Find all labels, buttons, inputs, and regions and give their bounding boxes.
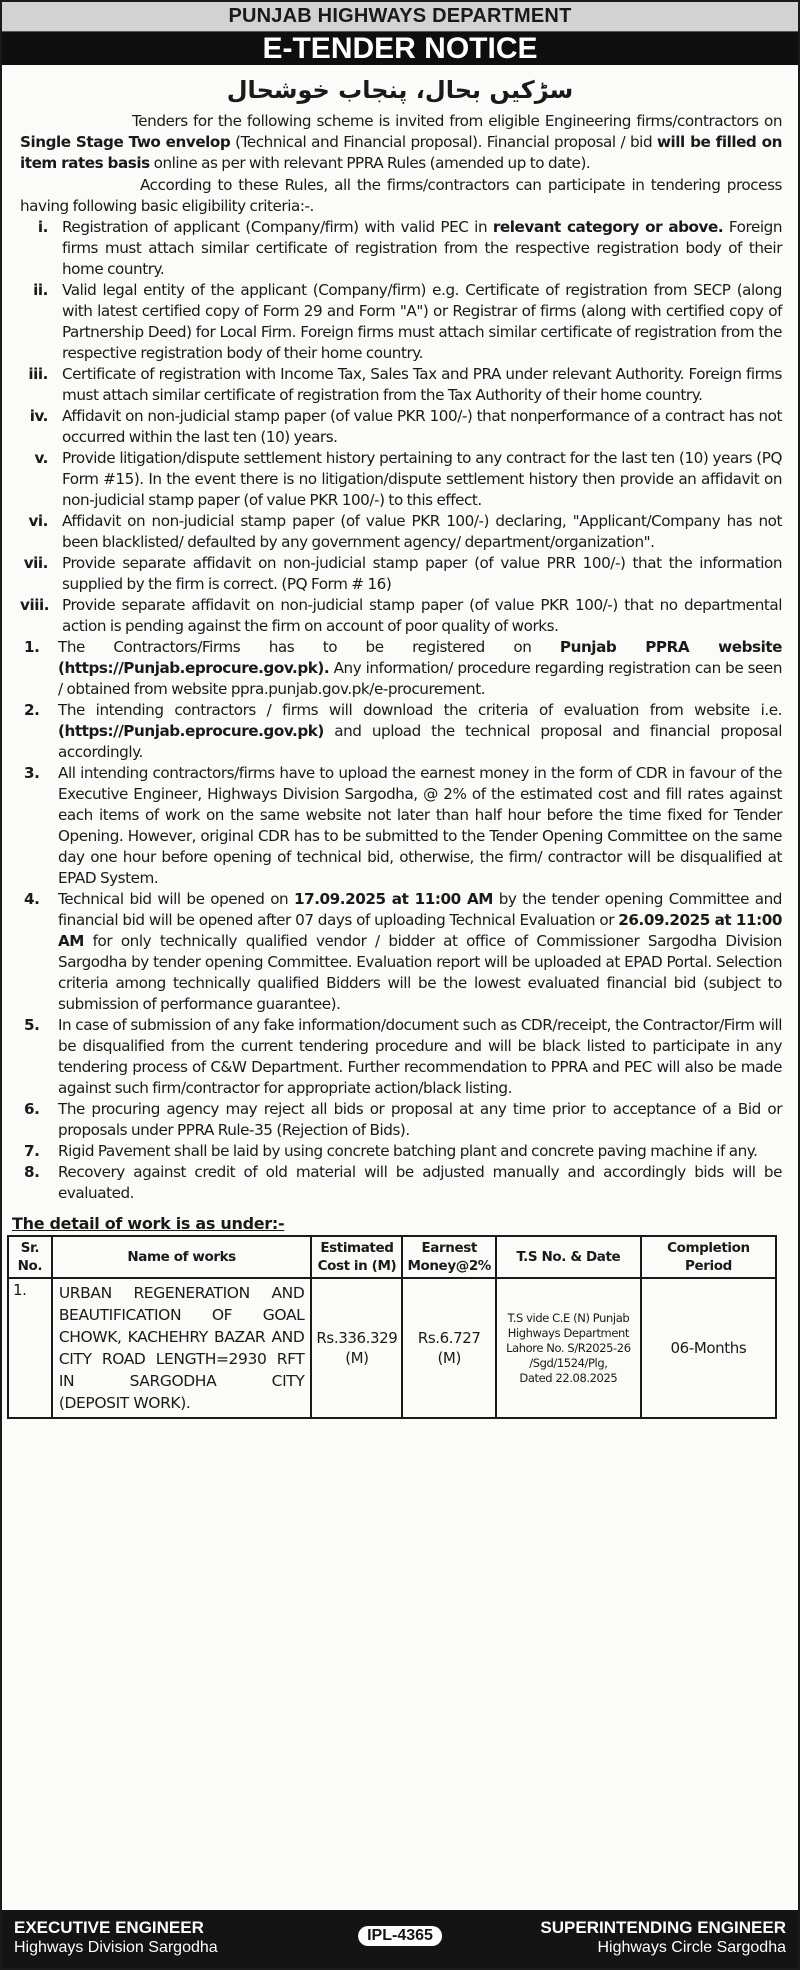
table-row xyxy=(8,1278,776,1418)
cell-sr: 1. xyxy=(8,1278,52,1418)
col-estimated-cost: Estimated Cost in (M) xyxy=(311,1236,402,1278)
intro-paragraph: Tenders for the following scheme is invited from eligible Engineering firms/contractors on Single Stage Two envelop (Technical and Financial proposal). Financial proposal / bid will be filled on item rates basis online as per with relevant PPRA Rules (amended up to date). xyxy=(20,112,782,172)
condition-item: 8. Recovery against credit of old material will be adjusted manually and accordingly bids will be evaluated. xyxy=(24,1163,782,1202)
criteria-item: vi. Affidavit on non-judicial stamp paper (of value PKR 100/-) declaring, "Applicant/Company has not been blacklisted/ defaulted by any government agency/ department/organization". xyxy=(28,512,782,551)
urdu-slogan: سڑکیں بحال، پنجاب خوشحال xyxy=(226,76,574,104)
condition-item: 5. In case of submission of any fake information/document such as CDR/receipt, the Contractor/Firm will be disqualified from the current tendering procedure and will be black listed to participate in any tendering process of C&W Department. Further recommendation to PPRA and PEC will also be made against such firm/contractor for appropriate action/black listing. xyxy=(24,1016,782,1097)
criteria-item: v. Provide litigation/dispute settlement history pertaining to any contract for the last ten (10) years (PQ Form #15). In the event there is no litigation/dispute settlement history then provide an affidavit on non-judicial stamp paper (of value PKR 100/-) to this effect. xyxy=(34,449,782,509)
col-name-of-works: Name of works xyxy=(52,1236,312,1278)
col-completion-period: Completion Period xyxy=(641,1236,776,1278)
works-heading: The detail of work is as under:- xyxy=(12,1214,285,1233)
col-sr-no: Sr. No. xyxy=(8,1236,52,1278)
criteria-item: iv. Affidavit on non-judicial stamp paper (of value PKR 100/-) that nonperformance of a contract has not occurred within the last ten (10) years. xyxy=(29,407,782,446)
ipl-number-badge: IPL-4365 xyxy=(358,1926,442,1946)
financial-bid-date: 26.09.2025 at 11:00 AM xyxy=(58,911,782,950)
cell-earnest-money: Rs.6.727 (M) xyxy=(402,1278,496,1418)
condition-item: 6. The procuring agency may reject all bids or proposal at any time prior to acceptance of a Bid or proposals under PPRA Rule-35 (Rejection of Bids). xyxy=(24,1100,782,1139)
criteria-item: iii. Certificate of registration with Income Tax, Sales Tax and PRA under relevant Authority. Foreign firms must attach similar certificate of registration from the Tax Authority of their home country. xyxy=(28,365,782,404)
ppra-website-link[interactable]: Punjab PPRA website (https://Punjab.eprocure.gov.pk). xyxy=(58,638,782,677)
condition-item: 1. The Contractors/Firms has to be registered on Punjab PPRA website (https://Punjab.eprocure.gov.pk). Any information/ procedure regarding registration can be seen / obtained from website ppra.punjab.gov.pk/e-procurement. xyxy=(24,638,782,698)
condition-item: 7. Rigid Pavement shall be laid by using concrete batching plant and concrete paving machine if any. xyxy=(24,1142,758,1160)
col-ts-no-date: T.S No. & Date xyxy=(496,1236,641,1278)
eligibility-criteria-list xyxy=(20,217,782,637)
condition-item: 4. Technical bid will be opened on 17.09.2025 at 11:00 AM by the tender opening Committee and financial bid will be opened after 07 days of uploading Technical Evaluation or 26.09.2025 at 11:00 AM for only technically qualified vendor / bidder at office of Commissioner Sargodha Division Sargodha by tender opening Committee. Evaluation report will be uploaded at EPAD Portal. Selection criteria among technically qualified Bidders will be the lowest evaluated financial bid (subject to submission of performance guarantee). xyxy=(24,890,782,1013)
condition-item: 2. The intending contractors / firms will download the criteria of evaluation from website i.e. (https://Punjab.eprocure.gov.pk) and upload the technical proposal and financial proposal accordingly. xyxy=(24,701,782,761)
criteria-item: i. Registration of applicant (Company/firm) with valid PEC in relevant category or above. Foreign firms must attach similar certificate of registration from the respective registration body of their home country. xyxy=(37,218,782,278)
technical-bid-date: 17.09.2025 at 11:00 AM xyxy=(294,890,493,908)
cell-ts-no-date: T.S vide C.E (N) Punjab Highways Department Lahore No. S/R2025-26 /Sgd/1524/Plg, Dated 22.08.2025 xyxy=(496,1278,641,1418)
criteria-item: ii. Valid legal entity of the applicant (Company/firm) e.g. Certificate of registration from SECP (along with latest certified copy of Form 29 and Form "A") or Registrar of firms (along with certified copy of Partnership Deed) for Local Firm. Foreign firms must attach similar certificate of registration from the respective registration body of their home country. xyxy=(33,281,782,362)
cell-name-of-work: URBAN REGENERATION AND BEAUTIFICATION OF GOAL CHOWK, KACHEHRY BAZAR AND CITY ROAD LENGTH=2930 RFT IN SARGODHA CITY (DEPOSIT WORK). xyxy=(52,1278,312,1418)
superintending-engineer-signature: SUPERINTENDING ENGINEER Highways Circle Sargodha xyxy=(540,1918,786,1956)
signature-footer xyxy=(2,1910,798,1968)
criteria-intro: According to these Rules, all the firms/contractors can participate in tendering process having following basic eligibility criteria:-. xyxy=(20,176,782,215)
department-header: PUNJAB HIGHWAYS DEPARTMENT xyxy=(2,2,798,32)
criteria-item: vii. Provide separate affidavit on non-judicial stamp paper (of value PRR 100/-) that the information supplied by the firm is correct. (PQ Form # 16) xyxy=(23,554,782,593)
notice-body xyxy=(2,111,798,1204)
cell-estimated-cost: Rs.336.329 (M) xyxy=(311,1278,402,1418)
cell-completion-period: 06-Months xyxy=(641,1278,776,1418)
notice-title: E-TENDER NOTICE xyxy=(2,32,798,65)
works-table xyxy=(7,1235,777,1419)
executive-engineer-signature: EXECUTIVE ENGINEER Highways Division Sargodha xyxy=(14,1918,218,1956)
conditions-list xyxy=(20,637,782,1204)
col-earnest-money: Earnest Money@2% xyxy=(402,1236,496,1278)
criteria-item: viii. Provide separate affidavit on non-judicial stamp paper (of value PKR 100/-) that no departmental action is pending against the firm on account of poor quality of works. xyxy=(20,596,782,635)
table-header-row xyxy=(8,1236,776,1278)
eprocure-website-link[interactable]: (https://Punjab.eprocure.gov.pk) xyxy=(58,722,324,740)
condition-item: 3. All intending contractors/firms have to upload the earnest money in the form of CDR in favour of the Executive Engineer, Highways Division Sargodha, @ 2% of the estimated cost and fill rates against each items of work on the same website not later than half hour before the time fixed for Tender Opening. However, original CDR has to be submitted to the Tender Opening Committee on the same day one hour before opening of technical bid, otherwise, the firm/ contractor will be disqualified at EPAD System. xyxy=(24,764,782,887)
